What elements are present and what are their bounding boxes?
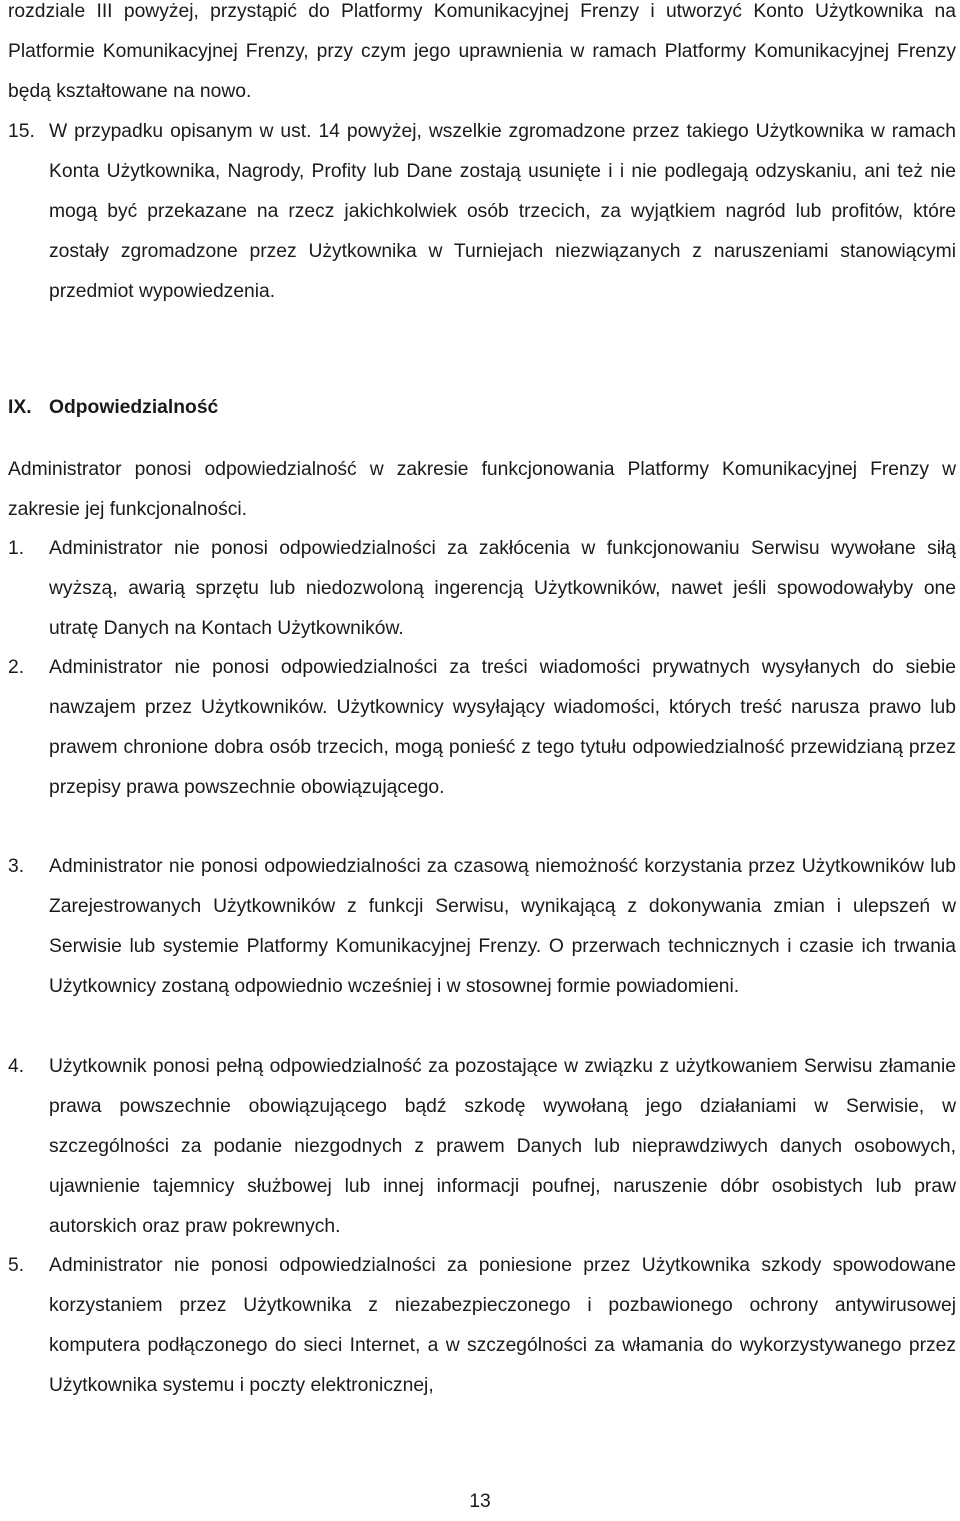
item-number: 15. [8, 121, 35, 142]
item-number: 1. [8, 538, 25, 559]
section-number: IX. [8, 397, 32, 418]
item-number: 4. [8, 1056, 25, 1077]
section-intro-paragraph: Administrator ponosi odpowiedzialność w zakresie funkcjonowania Platformy Komunikacyjnej Frenzy w zakresie jej funkcjonalności. [8, 459, 956, 520]
item-number: 2. [8, 657, 25, 678]
list-item-1 [8, 529, 956, 649]
list-item-3 [8, 847, 956, 1007]
intro-paragraph: rozdziale III powyżej, przystąpić do Platformy Komunikacyjnej Frenzy i utworzyć Konto Użytkownika na Platformie Komunikacyjnej Frenzy, przy czym jego uprawnienia w ramach Platformy Komunikacyjnej Frenzy będą kształtowane na nowo. [8, 1, 956, 102]
item-text: Administrator nie ponosi odpowiedzialności za treści wiadomości prywatnych wysyłanych do siebie nawzajem przez Użytkowników. Użytkownicy wysyłający wiadomości, których treść narusza prawo lub prawem chronione dobra osób trzecich, mogą ponieść z tego tytułu odpowiedzialność przewidzianą przez przepisy prawa powszechnie obowiązującego. [49, 657, 956, 798]
item-text: Użytkownik ponosi pełną odpowiedzialność za pozostające w związku z użytkowaniem Serwisu złamanie prawa powszechnie obowiązującego bądź szkodę wywołaną jego działaniami w Serwisie, w szczególności za podanie niezgodnych z prawem Danych lub nieprawdziwych danych osobowych, ujawnienie tajemnicy służbowej lub innej informacji poufnej, naruszenie dóbr osobistych lub praw autorskich oraz praw pokrewnych. [49, 1056, 956, 1237]
item-text: Administrator nie ponosi odpowiedzialności za poniesione przez Użytkownika szkody spowodowane korzystaniem przez Użytkownika z niezabezpieczonego i pozbawionego ochrony antywirusowej komputera podłączonego do sieci Internet, a w szczególności za włamania do wykorzystywanego przez Użytkownika systemu i poczty elektronicznej, [49, 1255, 956, 1396]
item-text: W przypadku opisanym w ust. 14 powyżej, wszelkie zgromadzone przez takiego Użytkownika w ramach Konta Użytkownika, Nagrody, Profity lub Dane zostają usunięte i i nie podlegają odzyskaniu, ani też nie mogą być przekazane na rzecz jakichkolwiek osób trzecich, za wyjątkiem nagród lub profitów, które zostały zgromadzone przez Użytkownika w Turniejach niezwiązanych z naruszeniami stanowiącymi przedmiot wypowiedzenia. [49, 121, 956, 302]
page-number: 13 [469, 1491, 491, 1512]
item-number: 5. [8, 1255, 25, 1276]
section-title: Odpowiedzialność [49, 397, 219, 418]
list-item-2 [8, 648, 956, 808]
item-text: Administrator nie ponosi odpowiedzialności za zakłócenia w funkcjonowaniu Serwisu wywołane siłą wyższą, awarią sprzętu lub niedozwoloną ingerencją Użytkowników, nawet jeśli spowodowałyby one utratę Danych na Kontach Użytkowników. [49, 538, 956, 639]
item-text: Administrator nie ponosi odpowiedzialności za czasową niemożność korzystania przez Użytkowników lub Zarejestrowanych Użytkowników z funkcji Serwisu, wynikającą z dokonywania zmian i ulepszeń w Serwisie lub systemie Platformy Komunikacyjnej Frenzy. O przerwach technicznych i czasie ich trwania Użytkownicy zostaną odpowiednio wcześniej i w stosownej formie powiadomieni. [49, 856, 956, 997]
section-heading [8, 388, 218, 428]
list-item-4 [8, 1047, 956, 1247]
item-number: 3. [8, 856, 25, 877]
list-item-15 [8, 112, 956, 312]
list-item-5 [8, 1246, 956, 1406]
